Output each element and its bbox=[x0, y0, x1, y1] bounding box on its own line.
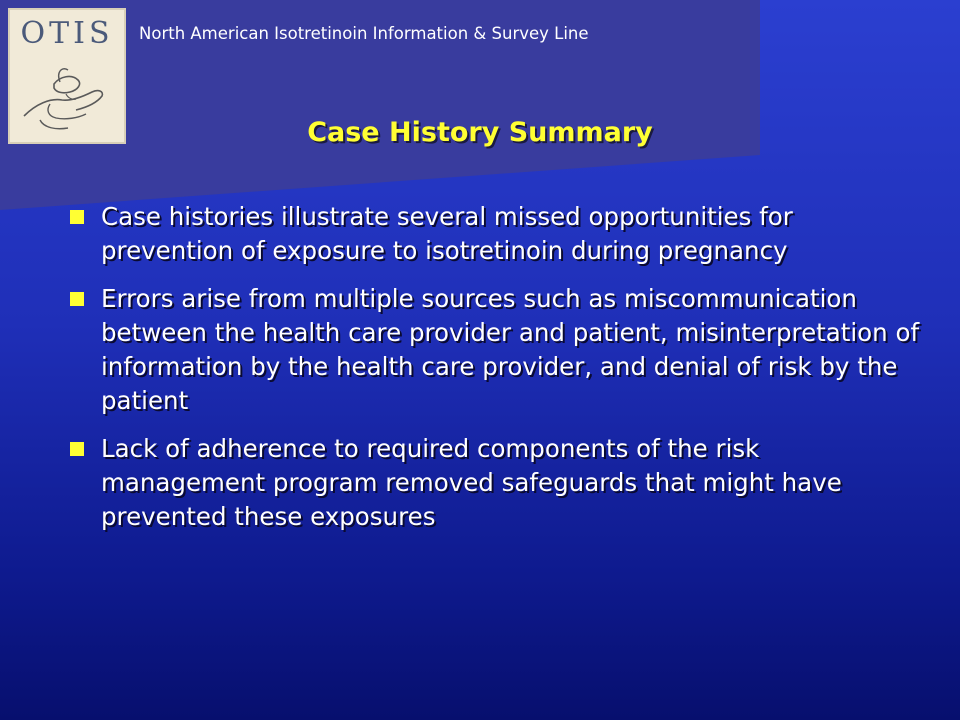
square-bullet-icon bbox=[70, 292, 84, 306]
bullet-text: Case histories illustrate several missed opportunities for prevention of exposure to isotretinoin during pregnancy bbox=[101, 202, 793, 265]
bullet-item bbox=[70, 282, 930, 418]
slide-title: Case History Summary bbox=[307, 117, 653, 148]
org-name: North American Isotretinoin Information & Survey Line bbox=[139, 24, 589, 43]
logo-text: OTIS bbox=[20, 16, 114, 51]
bullet-text: Errors arise from multiple sources such as miscommunication between the health care provider and patient, misinterpretation of information by the health care provider, and denial of risk by the patient bbox=[101, 284, 920, 415]
square-bullet-icon bbox=[70, 210, 84, 224]
square-bullet-icon bbox=[70, 442, 84, 456]
bullet-item bbox=[70, 432, 930, 534]
bullet-item bbox=[70, 200, 930, 268]
bullet-text: Lack of adherence to required components of the risk management program removed safeguards that might have prevented these exposures bbox=[101, 434, 842, 531]
bullet-list bbox=[70, 200, 930, 548]
